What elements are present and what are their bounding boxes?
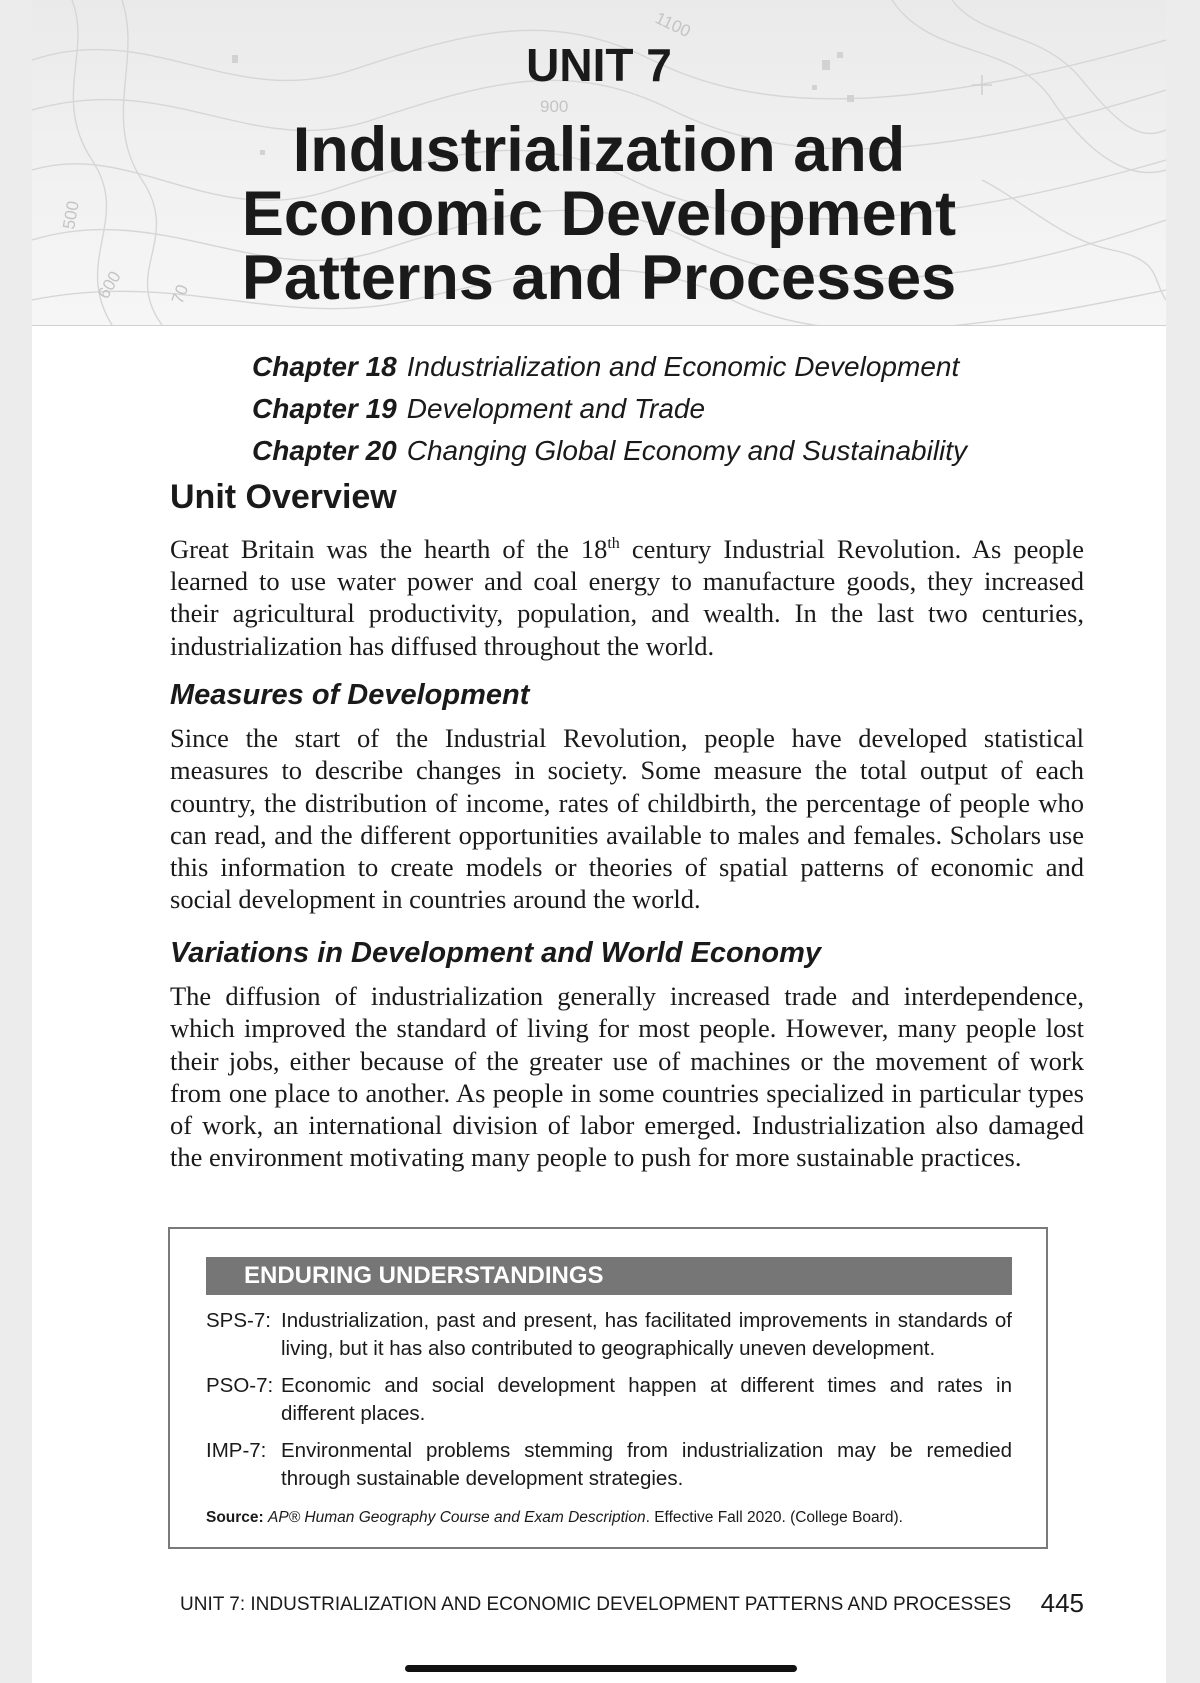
topo-label-600: 600 (94, 267, 125, 302)
home-indicator-bar[interactable] (405, 1665, 797, 1672)
chapter-list-item (252, 430, 1152, 472)
chapter-list-item (252, 346, 1152, 388)
topo-label-1100: 1100 (652, 8, 694, 42)
running-head: UNIT 7: INDUSTRIALIZATION AND ECONOMIC DEVELOPMENT PATTERNS AND PROCESSES (180, 1594, 1012, 1615)
unit-overview-paragraph (170, 528, 1084, 662)
source-details: . Effective Fall 2020. (College Board). (645, 1509, 903, 1526)
topo-label-70: 70 (167, 282, 193, 307)
unit-banner (32, 0, 1166, 326)
chapter-number: Chapter 18 (252, 351, 397, 382)
chapter-title: Changing Global Economy and Sustainability (406, 435, 968, 466)
chapter-number: Chapter 19 (252, 393, 397, 424)
chapter-list-item (252, 388, 1152, 430)
unit-title-line-3: Patterns and Processes (241, 243, 957, 313)
page-footer (180, 1588, 1084, 1618)
eu-text: Economic and social development happen at different times and rates in different places. (281, 1374, 1012, 1425)
overview-text-end: century Industrial Revolution. As people learned to use water power and coal energy to manufacture goods, they increased their agricultural productivity, population, and wealth. In the last two centuries, industrialization has diffused throughout the world. (170, 533, 1084, 661)
unit-title-line-1: Industrialization and (292, 115, 906, 185)
source-title: AP® Human Geography Course and Exam Description (268, 1509, 646, 1526)
enduring-understandings-heading: ENDURING UNDERSTANDINGS (206, 1257, 1012, 1295)
variations-heading: Variations in Development and World Economy (170, 937, 821, 969)
chapter-title: Development and Trade (406, 393, 706, 424)
eu-text: Environmental problems stemming from industrialization may be remedied through sustainable development strategies. (281, 1439, 1012, 1490)
unit-title-line-2: Economic Development (241, 179, 957, 249)
eu-code: IMP-7: (206, 1439, 267, 1462)
topo-label-900: 900 (540, 97, 569, 116)
source-label: Source: (206, 1509, 264, 1526)
measures-paragraph: Since the start of the Industrial Revolution, people have developed statistical measures to describe changes in society. Some measure the total output of each country, the distribution of income, rates of childbirth, the percentage of people who can read, and the different opportunities available to males and females. Scholars use this information to create models or theories of spatial patterns of economic and social development in countries around the world. (170, 723, 1084, 915)
chapter-title: Industrialization and Economic Development (406, 351, 960, 382)
eu-code: PSO-7: (206, 1374, 274, 1397)
measures-heading: Measures of Development (170, 679, 530, 711)
unit-title (32, 115, 1166, 313)
unit-number-label: UNIT 7 (526, 39, 672, 91)
page-number: 445 (1040, 1588, 1084, 1618)
source-citation (206, 1509, 1012, 1527)
enduring-understandings-box (168, 1227, 1048, 1549)
eu-code: SPS-7: (206, 1309, 271, 1332)
unit-overview-heading: Unit Overview (170, 478, 397, 516)
overview-superscript: th (607, 535, 620, 552)
eu-text: Industrialization, past and present, has facilitated improvements in standards of living, but it has also contributed to geographically uneven development. (281, 1309, 1012, 1360)
topo-label-500: 500 (59, 199, 83, 231)
enduring-understanding-item (206, 1437, 1012, 1493)
chapter-number: Chapter 20 (252, 435, 397, 466)
enduring-understanding-item (206, 1307, 1012, 1363)
overview-text-start: Great Britain was the hearth of the 18 (170, 533, 608, 564)
chapter-list (252, 346, 1152, 472)
book-page (32, 0, 1166, 1683)
enduring-understanding-item (206, 1372, 1012, 1428)
variations-paragraph: The diffusion of industrialization generally increased trade and interdependence, which improved the standard of living for most people. However, many people lost their jobs, either because of the greater use of machines or the movement of work from one place to another. As people in some countries specialized in particular types of work, an international division of labor emerged. Industrialization also damaged the environment motivating many people to push for more sustainable practices. (170, 981, 1084, 1173)
